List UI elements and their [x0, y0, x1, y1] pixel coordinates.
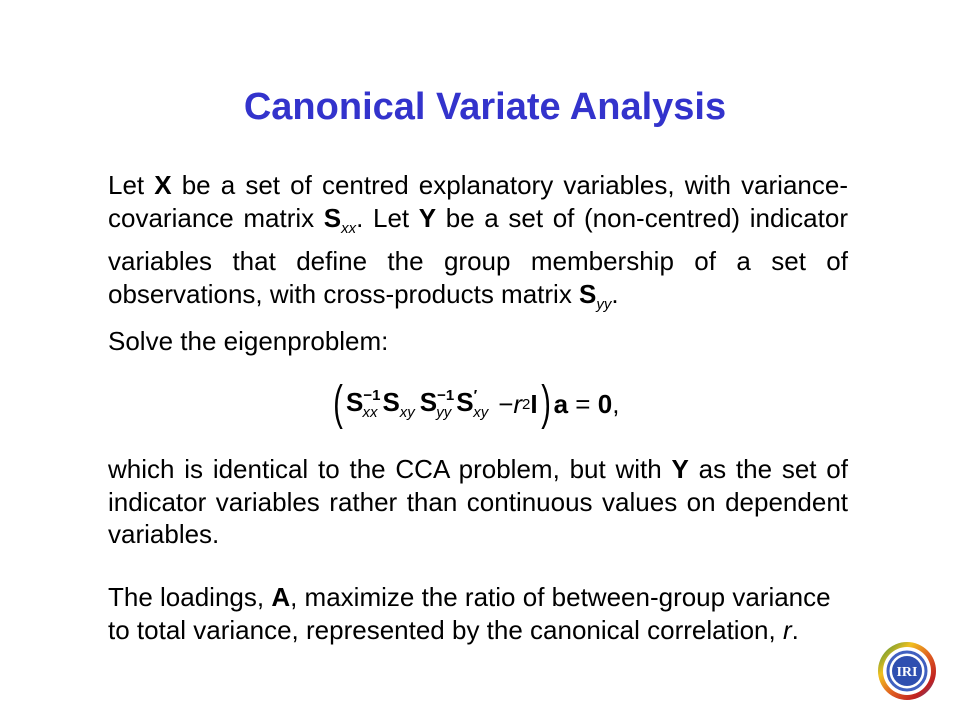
matrix-x: X — [154, 170, 172, 200]
paragraph-cca — [108, 453, 848, 551]
text: be a set of (non-centred) indicator variables that define the group membership of a set of observations, with cross-products matrix — [108, 202, 848, 309]
matrix-y: Y — [671, 454, 689, 484]
eq-s-xx-inv: $S^{-1}_{xx}$ — [345, 387, 381, 421]
text: . — [791, 614, 799, 645]
var-r: r — [782, 614, 792, 645]
text: Let — [108, 170, 155, 200]
eq-comma: , — [612, 388, 620, 419]
matrix-s-yy: S — [579, 278, 597, 309]
eq-r: r — [513, 388, 523, 419]
eigen-equation — [330, 378, 619, 430]
eq-s-yy-inv: $S^{-1}_{yy}$ — [419, 387, 455, 421]
paragraph-definition — [108, 169, 848, 321]
matrix-a: A — [271, 582, 291, 612]
text: . — [611, 278, 619, 309]
eq-zero: 0 — [597, 388, 613, 419]
subscript-xx: xx — [341, 219, 357, 237]
right-paren: ) — [540, 377, 551, 430]
left-paren: ( — [333, 377, 343, 430]
eq-s-xy: $S_{xy}$ — [382, 387, 415, 421]
eq-a: a — [553, 388, 569, 419]
matrix-s-xx: S — [323, 202, 342, 233]
eq-minus: − — [498, 388, 514, 419]
paragraph-solve: Solve the eigenproblem: — [108, 326, 389, 356]
text: . Let — [356, 202, 419, 233]
subscript-yy: yy — [596, 295, 612, 313]
iri-logo — [876, 640, 938, 702]
page-title: Canonical Variate Analysis — [243, 86, 727, 128]
eq-identity: I — [530, 388, 538, 419]
text: as the set of indicator variables rather than continuous values on dependent variables. — [108, 454, 848, 549]
eq-r-squared: 2 — [522, 395, 531, 413]
text: which is identical to the CCA problem, but with — [108, 454, 672, 484]
text: The loadings, — [108, 582, 272, 612]
eq-equals: = — [568, 388, 598, 419]
svg-text:IRI: IRI — [896, 665, 918, 680]
paragraph-loadings — [108, 581, 848, 646]
text: be a set of centred explanatory variables, with variance-covariance matrix — [108, 170, 848, 233]
matrix-y: Y — [418, 202, 437, 233]
eq-s-xy-transpose: $S'_{xy}$ — [456, 387, 489, 421]
text: , maximize the ratio of between-group variance to total variance, represented by the canonical correlation, — [108, 582, 831, 645]
